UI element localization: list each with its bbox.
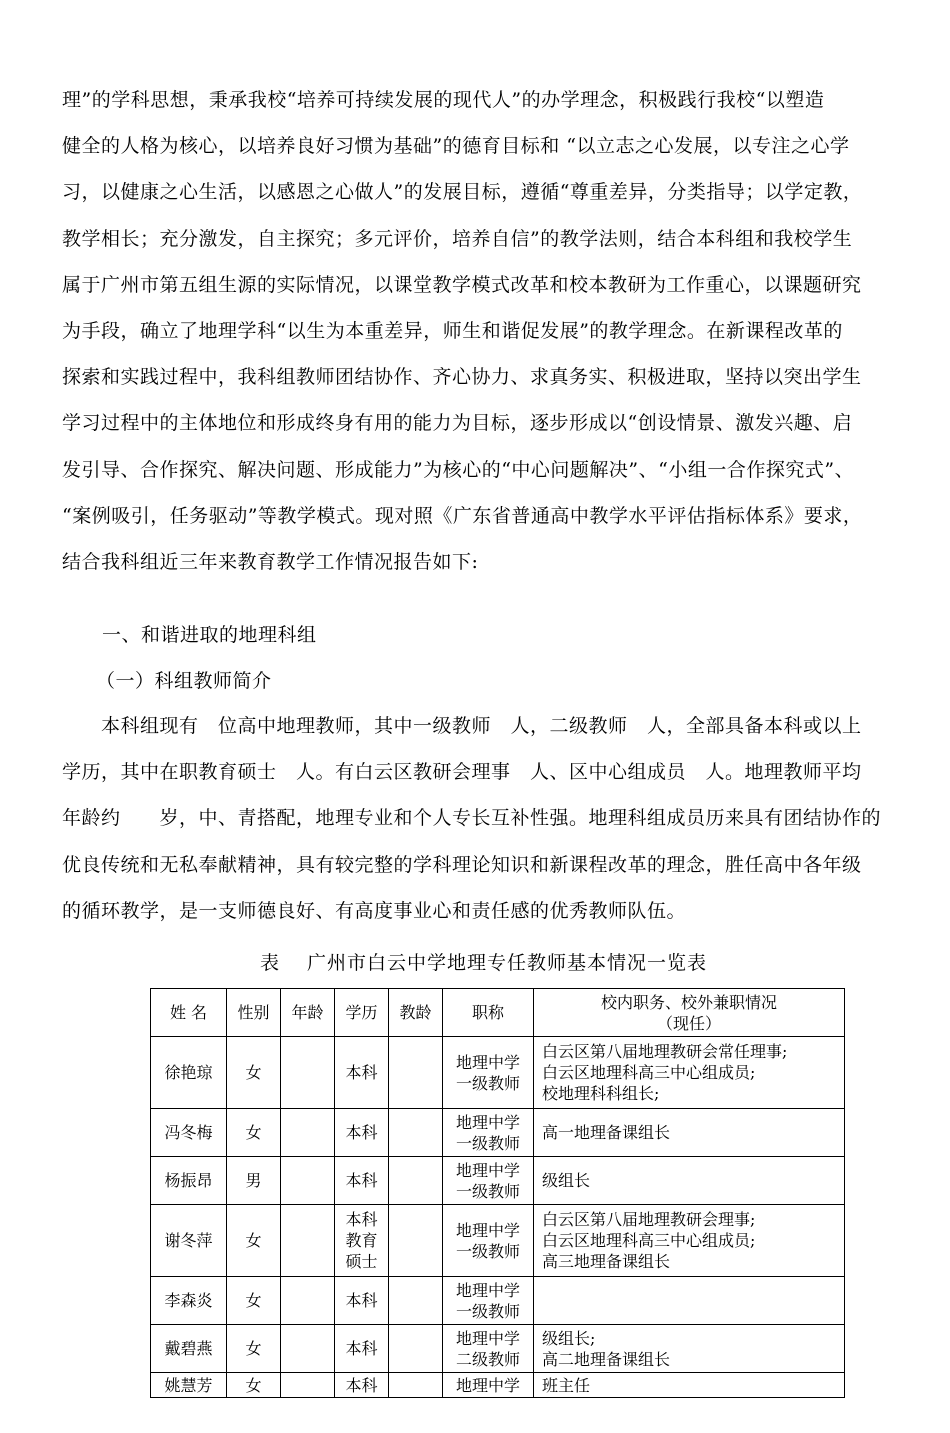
cell-line: 本科 xyxy=(345,1291,378,1310)
cell-line: 地理中学 xyxy=(455,1328,520,1348)
cell-line: 本科 xyxy=(345,1171,378,1190)
cell-line: 本科 xyxy=(345,1339,378,1358)
cell-gender: 女 xyxy=(227,1109,281,1157)
cell-name: 谢冬萍 xyxy=(151,1205,227,1277)
table-row xyxy=(151,1373,845,1398)
cell-education xyxy=(335,1109,389,1157)
cell-duties xyxy=(534,1205,845,1277)
table-caption: 表 广州市白云中学地理专任教师基本情况一览表 xyxy=(260,952,708,974)
cell-gender: 女 xyxy=(227,1277,281,1325)
cell-age xyxy=(281,1325,335,1373)
cell-line: 地理中学 xyxy=(455,1112,520,1132)
cell-duties xyxy=(534,1157,845,1205)
table-row xyxy=(151,1277,845,1325)
cell-line: 地理中学 xyxy=(455,1280,520,1300)
cell-teaching-years xyxy=(389,1157,443,1205)
text-line: 年龄约 岁，中、青搭配，地理专业和个人专长互补性强。地理科组成员历来具有团结协作的 xyxy=(62,807,882,830)
header-gender: 性别 xyxy=(227,989,281,1037)
table-row xyxy=(151,1157,845,1205)
cell-line: 级组长; xyxy=(542,1328,596,1348)
cell-teaching-years xyxy=(389,1205,443,1277)
cell-duties xyxy=(534,1325,845,1373)
cell-line: 本科 xyxy=(345,1210,378,1229)
table-row xyxy=(151,1109,845,1157)
cell-age xyxy=(281,1037,335,1109)
cell-line: 地理中学 xyxy=(455,1160,520,1180)
header-age: 年龄 xyxy=(281,989,335,1037)
cell-duties xyxy=(534,1109,845,1157)
text-line: 健全的人格为核心，以培养良好习惯为基础”的德育目标和 “以立志之心发展，以专注之心学 xyxy=(62,135,850,158)
text-line: 为手段，确立了地理学科“以生为本重差异，师生和谐促发展”的教学理念。在新课程改革的 xyxy=(62,320,843,343)
cell-education xyxy=(335,1037,389,1109)
profile-paragraph xyxy=(62,703,930,934)
cell-duties xyxy=(534,1277,845,1325)
cell-name: 姚慧芳 xyxy=(151,1373,227,1398)
cell-line: 高三地理备课组长 xyxy=(542,1252,671,1271)
header-duties-line: 校内职务、校外兼职情况 xyxy=(600,992,777,1012)
cell-name: 杨振昂 xyxy=(151,1157,227,1205)
text-line: 属于广州市第五组生源的实际情况，以课堂教学模式改革和校本教研为工作重心，以课题研究 xyxy=(62,273,862,296)
cell-line: 白云区第八届地理教研会常任理事; xyxy=(542,1042,788,1061)
cell-gender: 女 xyxy=(227,1373,281,1398)
cell-age xyxy=(281,1277,335,1325)
header-title: 职称 xyxy=(443,989,534,1037)
cell-line: 一级教师 xyxy=(455,1241,520,1261)
intro-paragraph xyxy=(62,77,930,585)
cell-line: 班主任 xyxy=(542,1375,591,1395)
cell-line: 一级教师 xyxy=(455,1073,520,1093)
header-teaching-years: 教龄 xyxy=(389,989,443,1037)
cell-line: 地理中学 xyxy=(455,1220,520,1240)
cell-title xyxy=(443,1109,534,1157)
table-row xyxy=(151,1205,845,1277)
cell-line: 级组长 xyxy=(542,1171,591,1190)
cell-line: 本科 xyxy=(345,1063,378,1082)
cell-title xyxy=(443,1325,534,1373)
cell-age xyxy=(281,1109,335,1157)
table-row xyxy=(151,1037,845,1109)
text-line: 教学相长；充分激发，自主探究；多元评价，培养自信”的教学法则，结合本科组和我校学生 xyxy=(62,227,853,250)
cell-line: 校地理科科组长; xyxy=(542,1084,660,1103)
cell-name: 徐艳琼 xyxy=(151,1037,227,1109)
text-line: 结合我科组近三年来教育教学工作情况报告如下: xyxy=(62,551,479,574)
header-education: 学历 xyxy=(335,989,389,1037)
text-line: 学历，其中在职教育硕士 人。有白云区教研会理事 人、区中心组成员 人。地理教师平均 xyxy=(62,761,862,784)
header-duties-line: （现任） xyxy=(656,1013,721,1033)
cell-teaching-years xyxy=(389,1325,443,1373)
cell-teaching-years xyxy=(389,1037,443,1109)
text-line: 习，以健康之心生活，以感恩之心做人”的发展目标，遵循“尊重差异，分类指导；以学定教， xyxy=(62,181,863,204)
text-line: 学习过程中的主体地位和形成终身有用的能力为目标，逐步形成以“创设情景、激发兴趣、启 xyxy=(62,412,853,435)
table-header-row xyxy=(151,989,845,1037)
cell-education xyxy=(335,1157,389,1205)
table-row xyxy=(151,1325,845,1373)
section-heading: 一、和谐进取的地理科组 xyxy=(102,624,317,646)
cell-line: 一级教师 xyxy=(455,1133,520,1153)
teacher-table xyxy=(150,988,845,1398)
cell-gender: 女 xyxy=(227,1037,281,1109)
cell-education xyxy=(335,1373,389,1398)
cell-line: 本科 xyxy=(345,1375,378,1395)
text-line: “案例吸引，任务驱动”等教学模式。现对照《广东省普通高中教学水平评估指标体系》要求， xyxy=(62,504,863,527)
cell-education xyxy=(335,1205,389,1277)
cell-title xyxy=(443,1277,534,1325)
cell-line: 高一地理备课组长 xyxy=(542,1123,671,1142)
cell-name: 戴碧燕 xyxy=(151,1325,227,1373)
cell-line: 白云区第八届地理教研会理事; xyxy=(542,1210,756,1229)
cell-name: 李森炎 xyxy=(151,1277,227,1325)
cell-line: 白云区地理科高三中心组成员; xyxy=(542,1063,756,1082)
subsection-heading: （一）科组教师简介 xyxy=(96,670,272,692)
cell-title xyxy=(443,1037,534,1109)
cell-title xyxy=(443,1157,534,1205)
cell-age xyxy=(281,1373,335,1398)
cell-line: 一级教师 xyxy=(455,1181,520,1201)
text-line: 理”的学科思想，秉承我校“培养可持续发展的现代人”的办学理念，积极践行我校“以塑造 xyxy=(62,89,825,111)
text-line: 的循环教学，是一支师德良好、有高度事业心和责任感的优秀教师队伍。 xyxy=(62,899,687,922)
cell-age xyxy=(281,1157,335,1205)
cell-line: 本科 xyxy=(345,1123,378,1142)
cell-teaching-years xyxy=(389,1109,443,1157)
cell-age xyxy=(281,1205,335,1277)
text-line: 发引导、合作探究、解决问题、形成能力”为核心的“中心问题解决”、“小组一合作探究式”、 xyxy=(62,458,855,481)
text-line: 探索和实践过程中，我科组教师团结协作、齐心协力、求真务实、积极进取，坚持以突出学生 xyxy=(62,366,862,389)
cell-teaching-years xyxy=(389,1277,443,1325)
cell-line: 白云区地理科高三中心组成员; xyxy=(542,1231,756,1250)
cell-education xyxy=(335,1325,389,1373)
header-duties xyxy=(534,989,845,1037)
text-line: 优良传统和无私奉献精神，具有较完整的学科理论知识和新课程改革的理念，胜任高中各年级 xyxy=(62,853,862,876)
cell-duties xyxy=(534,1037,845,1109)
cell-gender: 男 xyxy=(227,1157,281,1205)
cell-line: 二级教师 xyxy=(455,1349,520,1369)
cell-gender: 女 xyxy=(227,1325,281,1373)
cell-title xyxy=(443,1373,534,1398)
cell-duties xyxy=(534,1373,845,1398)
cell-line: 地理中学 xyxy=(455,1052,520,1072)
cell-title xyxy=(443,1205,534,1277)
cell-teaching-years xyxy=(389,1373,443,1398)
cell-line: 高二地理备课组长 xyxy=(542,1349,671,1369)
cell-line: 教育 xyxy=(345,1231,378,1250)
header-name: 姓 名 xyxy=(151,989,227,1037)
cell-line: 地理中学 xyxy=(455,1375,520,1395)
cell-gender: 女 xyxy=(227,1205,281,1277)
cell-line: 硕士 xyxy=(345,1252,378,1271)
cell-name: 冯冬梅 xyxy=(151,1109,227,1157)
cell-education xyxy=(335,1277,389,1325)
cell-line: 一级教师 xyxy=(455,1301,520,1321)
text-line: 本科组现有 位高中地理教师，其中一级教师 人，二级教师 人，全部具备本科或以上 xyxy=(62,715,862,737)
